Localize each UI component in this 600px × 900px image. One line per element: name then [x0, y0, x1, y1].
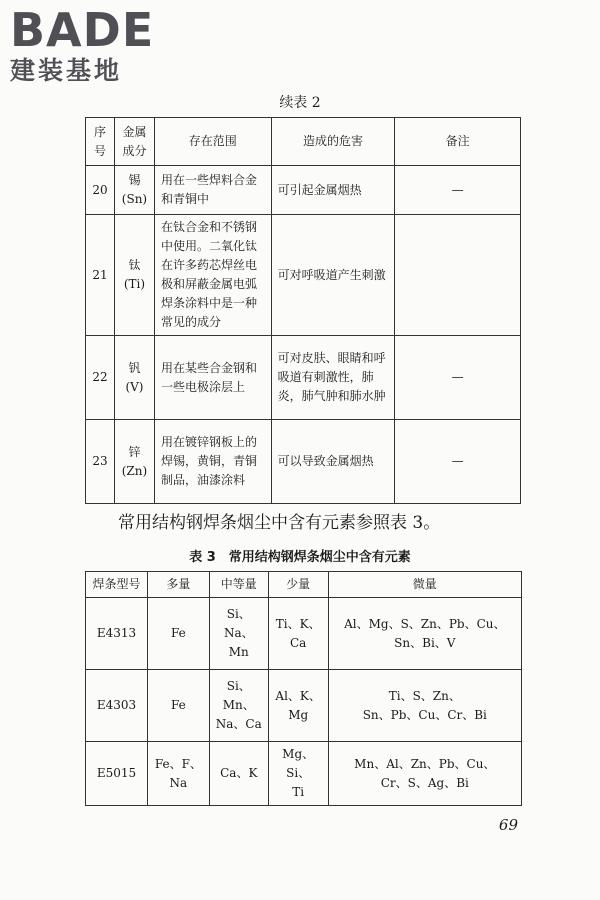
- cell-medium: [209, 598, 268, 670]
- table-row: [86, 215, 521, 336]
- cell-trace: [328, 598, 521, 670]
- metal-name: 钒: [128, 360, 141, 375]
- table-row: [86, 670, 522, 742]
- row-metal: [114, 336, 154, 420]
- cell-line: Sn、Pb、Cu、Cr、Bi: [362, 707, 487, 722]
- logo-wordmark: BADE: [10, 3, 155, 57]
- table2-title: 续表 2: [279, 95, 321, 111]
- table3-header-trace: 微量: [328, 572, 521, 598]
- table2-header-range: 存在范围: [154, 118, 271, 166]
- intro-paragraph: 常用结构钢焊条烟尘中含有元素参照表 3。: [118, 513, 441, 533]
- cell-line: Ti、K、: [275, 616, 321, 631]
- cell-line: Ca、K: [220, 766, 258, 780]
- metal-name: 钛: [128, 258, 141, 272]
- row-metal: [114, 166, 154, 215]
- metal-symbol: (Zn): [121, 463, 148, 478]
- cell-model: E5015: [86, 742, 148, 806]
- table-row: [86, 166, 521, 215]
- table2-header-row: [86, 118, 521, 166]
- metal-name: 锌: [128, 444, 141, 459]
- cell-major: Fe: [147, 598, 209, 670]
- logo: [10, 3, 155, 86]
- row-range: 在钛合金和不锈钢中使用。二氧化钛在许多药芯焊丝电极和屏蔽金属电弧焊条涂料中是一种常见的成分: [154, 215, 271, 336]
- row-metal: [114, 215, 154, 336]
- cell-line: Mg: [288, 707, 309, 722]
- metal-symbol: (V): [125, 379, 144, 394]
- cell-line: Fe、F、: [154, 756, 202, 771]
- cell-minor: [268, 742, 328, 806]
- table3-header-model: 焊条型号: [86, 572, 148, 598]
- table3-header-medium: 中等量: [209, 572, 268, 598]
- table-row: [86, 742, 522, 806]
- row-hazard: 可对呼吸道产生刺激: [271, 215, 395, 336]
- logo-subtitle: 建装基地: [10, 56, 123, 85]
- cell-line: Si、Mn、: [222, 679, 255, 712]
- cell-line: Mg、Si、: [282, 747, 315, 780]
- table3-header-minor: 少量: [268, 572, 328, 598]
- table3-header-major: 多量: [147, 572, 209, 598]
- row-metal: [114, 420, 154, 504]
- table2-header-note: 备注: [395, 118, 521, 166]
- cell-model: E4303: [86, 670, 148, 742]
- row-no: 20: [86, 166, 115, 215]
- cell-line: Sn、Bi、V: [394, 635, 456, 650]
- row-range: 用在镀锌钢板上的焊锡，黄铜，青铜制品，油漆涂料: [154, 420, 271, 504]
- row-note: —: [395, 336, 521, 420]
- table-row: [86, 598, 522, 670]
- cell-line: Ti、S、Zn、: [388, 688, 461, 703]
- cell-minor: [268, 670, 328, 742]
- table3: [85, 571, 522, 806]
- table2: [85, 117, 521, 504]
- row-no: 23: [86, 420, 115, 504]
- cell-medium: [209, 742, 268, 806]
- cell-line: Si、Na、: [223, 607, 254, 640]
- cell-line: Na: [169, 775, 188, 790]
- metal-symbol: (Ti): [123, 277, 146, 291]
- cell-line: Al、K、: [275, 688, 321, 703]
- table2-header-no: 序号: [86, 118, 115, 166]
- cell-line: Al、Mg、S、Zn、Pb、Cu、: [344, 616, 506, 631]
- row-hazard: 可以导致金属烟热: [271, 420, 395, 504]
- page-number: 69: [498, 816, 518, 834]
- row-no: 22: [86, 336, 115, 420]
- row-range: 用在一些焊料合金和青铜中: [154, 166, 271, 215]
- cell-line: Ti: [292, 785, 305, 799]
- row-range: 用在某些合金钢和一些电极涂层上: [154, 336, 271, 420]
- cell-trace: [328, 670, 521, 742]
- metal-symbol: (Sn): [121, 192, 148, 206]
- cell-major: [147, 742, 209, 806]
- cell-model: E4313: [86, 598, 148, 670]
- metal-name: 锡: [128, 173, 141, 187]
- row-note: —: [395, 166, 521, 215]
- table2-header-hazard: 造成的危害: [271, 118, 395, 166]
- row-hazard: 可引起金属烟热: [271, 166, 395, 215]
- cell-major: Fe: [147, 670, 209, 742]
- row-note: —: [395, 420, 521, 504]
- table2-header-metal: 金属成分: [114, 118, 154, 166]
- cell-line: Na、Ca: [215, 717, 262, 731]
- cell-line: Mn、Al、Zn、Pb、Cu、: [354, 756, 496, 771]
- cell-minor: [268, 598, 328, 670]
- table-row: [86, 336, 521, 420]
- row-hazard: 可对皮肤、眼睛和呼吸道有刺激性，肺炎，肺气肿和肺水肿: [271, 336, 395, 420]
- table-row: [86, 420, 521, 504]
- table3-title: 表 3 常用结构钢焊条烟尘中含有元素: [189, 550, 411, 565]
- cell-medium: [209, 670, 268, 742]
- row-note: [395, 215, 521, 336]
- cell-line: Cr、S、Ag、Bi: [380, 775, 469, 790]
- cell-line: Ca: [290, 635, 307, 650]
- row-no: 21: [86, 215, 115, 336]
- cell-trace: [328, 742, 521, 806]
- cell-line: Mn: [228, 645, 249, 659]
- table3-header-row: [86, 572, 522, 598]
